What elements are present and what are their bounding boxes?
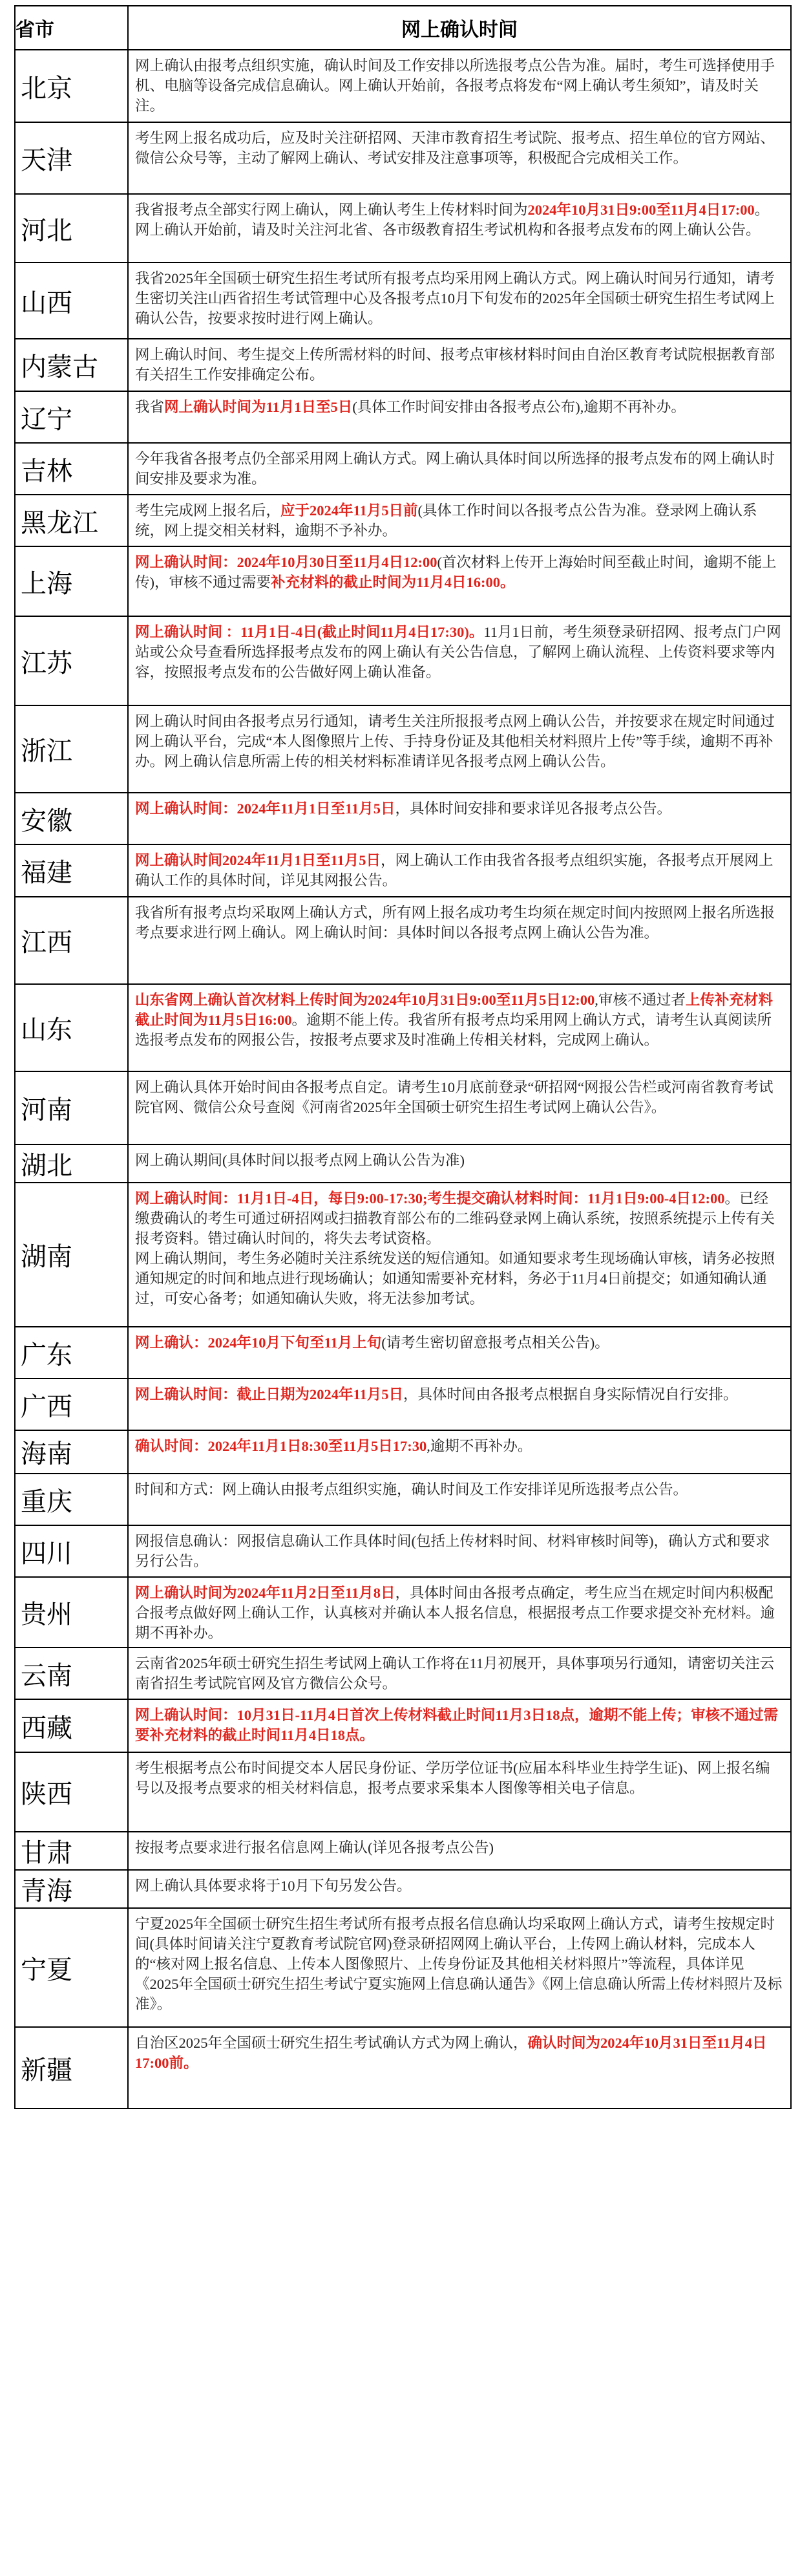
- confirmation-detail-cell: [128, 1183, 791, 1327]
- table-row: [15, 1379, 791, 1430]
- province-cell: 青海: [15, 1870, 128, 1908]
- detail-text: [135, 1479, 783, 1499]
- confirmation-detail-cell: [128, 50, 791, 122]
- confirmation-detail-cell: [128, 443, 791, 495]
- province-cell: 浙江: [15, 705, 128, 793]
- body-text: 网上确认时间由各报考点另行通知，请考生关注所报报考点网上确认公告，并按要求在规定时间通过网上确认平台，完成“本人图像照片上传、手持身份证及其他相关材料照片上传”等手续，逾期不再补办。网上确认信息所需上传的相关材料标准请详见各报考点网上确认公告。: [135, 713, 775, 769]
- province-cell: 安徽: [15, 793, 128, 844]
- highlight-text: 2024年10月30日至11月4日12:00: [237, 554, 437, 570]
- province-cell: 吉林: [15, 443, 128, 495]
- province-cell: 云南: [15, 1648, 128, 1699]
- table-row: [15, 1183, 791, 1327]
- detail-text: [135, 56, 783, 116]
- body-text: ，网上确认工作由我省各报考点组织实施，各报考点开展网上确认工作的具体时间，详见其网报公告。: [135, 852, 774, 888]
- body-text: 网上确认由报考点组织实施，确认时间及工作安排以所选报考点公告为准。届时，考生可选择使用手机、电脑等设备完成信息确认。网上确认开始前，各报考点将发布“网上确认考生须知”，请及时关注。: [135, 58, 775, 114]
- province-cell: 河南: [15, 1071, 128, 1144]
- detail-text: [135, 1531, 783, 1571]
- table-row: [15, 1430, 791, 1474]
- body-text: 。逾期不能上传。我省所有报考点均采用网上确认方式，请考生认真阅读所选报考点发布的网报公告，按报考点要求及时准确上传相关材料，完成网上确认。: [135, 1012, 772, 1048]
- province-cell: 北京: [15, 50, 128, 122]
- highlight-text: 应于2024年11月5日前: [280, 502, 418, 519]
- confirmation-detail-cell: [128, 1071, 791, 1144]
- body-text: 我省: [135, 399, 165, 415]
- province-cell: 江西: [15, 897, 128, 984]
- detail-text: [135, 449, 783, 489]
- confirmation-detail-cell: [128, 1752, 791, 1832]
- body-text: 按报考点要求进行报名信息网上确认(详见各报考点公告): [135, 1840, 494, 1856]
- body-text: ，具体时间由各报考点根据自身实际情况自行安排。: [403, 1386, 738, 1402]
- province-cell: 甘肃: [15, 1832, 128, 1870]
- detail-text: [135, 1150, 783, 1170]
- body-text: 网上确认具体开始时间由各报考点自定。请考生10月底前登录“研招网“网报公告栏或河南省教育考试院官网、微信公众号查阅《河南省2025年全国硕士研究生招生考试网上确认公告》。: [135, 1079, 774, 1115]
- table-row: [15, 1577, 791, 1648]
- table-row: [15, 546, 791, 616]
- highlight-text: 网上确认时间：10月31日-11月4日首次上传材料截止时间11月3日18点，逾期不能上传；审核不通过需要补充材料的截止时间11月4日18点。: [135, 1707, 779, 1743]
- province-cell: 四川: [15, 1525, 128, 1577]
- detail-text: [135, 711, 783, 771]
- confirmation-detail-cell: [128, 263, 791, 339]
- body-text: 我省2025年全国硕士研究生招生考试所有报考点均采用网上确认方式。网上确认时间另行通知，请考生密切关注山西省招生考试管理中心及各报考点10月下旬发布的2025年全国硕士研究生招生考试网上确认公告，按要求按时进行网上确认。: [135, 270, 775, 327]
- confirmation-detail-cell: [128, 1908, 791, 2027]
- body-text: 我省所有报考点均采取网上确认方式，所有网上报名成功考生均须在规定时间内按照网上报名所选报考点要求进行网上确认。网上确认时间：具体时间以各报考点网上确认公告为准。: [135, 905, 775, 941]
- confirmation-detail-cell: [128, 391, 791, 443]
- detail-text: [135, 2033, 783, 2073]
- confirmation-detail-cell: [128, 1525, 791, 1577]
- body-text: 今年我省各报考点仍全部采用网上确认方式。网上确认具体时间以所选择的报考点发布的网上确认时间安排及要求为准。: [135, 451, 775, 487]
- detail-text: [135, 1876, 783, 1896]
- province-cell: 上海: [15, 546, 128, 616]
- detail-text: [135, 1077, 783, 1117]
- table-row: [15, 1648, 791, 1699]
- confirmation-detail-cell: [128, 122, 791, 194]
- body-text: 网上确认具体要求将于10月下旬另发公告。: [135, 1878, 412, 1894]
- table-row: [15, 1832, 791, 1870]
- body-text: ，具体时间安排和要求详见各报考点公告。: [395, 800, 672, 817]
- detail-text: [135, 850, 783, 890]
- confirmation-detail-cell: [128, 1430, 791, 1474]
- confirmation-detail-cell: [128, 1379, 791, 1430]
- header-confirmation-time: 网上确认时间: [128, 6, 791, 50]
- province-cell: 贵州: [15, 1577, 128, 1648]
- province-cell: 山东: [15, 984, 128, 1071]
- detail-text: [135, 1583, 783, 1643]
- highlight-text: 网上确认时间为2024年11月2日至11月8日: [135, 1585, 395, 1601]
- body-text: 网上确认时间、考生提交上传所需材料的时间、报考点审核材料时间由自治区教育考试院根据教育部有关招生工作安排确定公布。: [135, 347, 775, 383]
- province-cell: 天津: [15, 122, 128, 194]
- detail-text: [135, 622, 783, 682]
- detail-text: [135, 500, 783, 541]
- province-cell: 辽宁: [15, 391, 128, 443]
- body-text: 11月1日前，考生须登录研招网、报考点门户网站或公众号查看所选择报考点发布的网上确认有关公告信息，了解网上确认流程、上传资料要求等内容，按照报考点发布的公告做好网上确认准备。: [135, 624, 781, 680]
- detail-text: [135, 552, 783, 592]
- confirmation-detail-cell: [128, 546, 791, 616]
- body-text: 网上确认期间，考生务必随时关注系统发送的短信通知。如通知要求考生现场确认审核，请务必按照通知规定的时间和地点进行现场确认；如通知需要补充材料，务必于11月4日前提交；如通知确认通过，可安心备考；如通知确认失败，将无法参加考试。: [135, 1250, 775, 1307]
- highlight-text: 网上确认时间：: [135, 554, 237, 570]
- highlight-text: 山东省网上确认首次材料上传时间为2024年10月31日9:00至11月5日12:00: [135, 992, 595, 1008]
- detail-text: [135, 1705, 783, 1745]
- province-cell: 江苏: [15, 616, 128, 705]
- confirmation-detail-cell: [128, 1474, 791, 1525]
- province-cell: 内蒙古: [15, 339, 128, 391]
- table-row: [15, 443, 791, 495]
- table-row: [15, 1525, 791, 1577]
- confirmation-detail-cell: [128, 844, 791, 897]
- confirmation-detail-cell: [128, 339, 791, 391]
- body-text: (具体工作时间以各报考点公告为准。登录网上确认系统，网上提交相关材料，逾期不予补办。: [135, 502, 757, 539]
- province-cell: 广西: [15, 1379, 128, 1430]
- table-row: [15, 1752, 791, 1832]
- province-cell: 西藏: [15, 1699, 128, 1752]
- table-row: [15, 1144, 791, 1183]
- header-province: 省市: [15, 6, 128, 50]
- province-cell: 海南: [15, 1430, 128, 1474]
- table-row: [15, 793, 791, 844]
- table-row: [15, 705, 791, 793]
- table-row: [15, 339, 791, 391]
- table-row: [15, 122, 791, 194]
- body-text: 。网上确认开始前，请及时关注河北省、各市级教育招生考试机构和各报考点发布的网上确认公告。: [135, 202, 770, 238]
- province-cell: 宁夏: [15, 1908, 128, 2027]
- highlight-text: 上传补充材料截止时间为11月5日16:00: [135, 992, 773, 1028]
- body-text: ,审核不通过者: [595, 992, 686, 1008]
- province-cell: 陕西: [15, 1752, 128, 1832]
- body-text: 自治区2025年全国硕士研究生招生考试确认方式为网上确认，: [135, 2035, 528, 2051]
- province-cell: 福建: [15, 844, 128, 897]
- confirmation-detail-cell: [128, 1648, 791, 1699]
- body-text: ，具体时间由各报考点确定，考生应当在规定时间内积极配合报考点做好网上确认工作，认真核对并确认本人报名信息，根据报考点工作要求提交补充材料。逾期不再补办。: [135, 1585, 775, 1641]
- body-text: 我省报考点全部实行网上确认，网上确认考生上传材料时间为: [135, 202, 528, 218]
- table-row: [15, 1327, 791, 1379]
- table-row: [15, 495, 791, 546]
- province-cell: 湖北: [15, 1144, 128, 1183]
- province-cell: 山西: [15, 263, 128, 339]
- detail-text: [135, 200, 783, 240]
- confirmation-detail-cell: [128, 897, 791, 984]
- body-text: 云南省2025年硕士研究生招生考试网上确认工作将在11月初展开，具体事项另行通知，请密切关注云南省招生考试院官网及官方微信公众号。: [135, 1655, 775, 1691]
- detail-text: [135, 1384, 783, 1404]
- body-text: ,逾期不再补办。: [426, 1438, 532, 1454]
- highlight-text: 确认时间：2024年11月1日8:30至11月5日17:30: [135, 1438, 427, 1454]
- confirmation-detail-cell: [128, 2027, 791, 2109]
- highlight-text: 网上确认时间 ：11月1日-4日(截止时间11月4日17:30)。: [135, 624, 484, 640]
- detail-text: [135, 1436, 783, 1456]
- body-text: 网上确认期间(具体时间以报考点网上确认公告为准): [135, 1152, 465, 1168]
- detail-text: [135, 345, 783, 385]
- table-row: [15, 1870, 791, 1908]
- confirmation-detail-cell: [128, 984, 791, 1071]
- table-row: [15, 616, 791, 705]
- highlight-text: 网上确认时间为11月1日至5日: [164, 399, 353, 415]
- province-cell: 广东: [15, 1327, 128, 1379]
- body-text: 网报信息确认：网报信息确认工作具体时间(包括上传材料时间、材料审核时间等)，确认方式和要求另行公告。: [135, 1533, 770, 1569]
- body-text: 考生根据考点公布时间提交本人居民身份证、学历学位证书(应届本科毕业生持学生证)、网上报名编号以及报考点要求的相关材料信息，报考点要求采集本人图像等相关电子信息。: [135, 1760, 770, 1796]
- province-cell: 新疆: [15, 2027, 128, 2109]
- table-row: [15, 1699, 791, 1752]
- province-cell: 湖南: [15, 1183, 128, 1327]
- detail-text: [135, 128, 783, 168]
- exam-confirmation-table: [14, 5, 792, 2109]
- table-row: [15, 984, 791, 1071]
- province-cell: 河北: [15, 194, 128, 263]
- detail-text: [135, 1653, 783, 1693]
- table-row: [15, 1071, 791, 1144]
- table-row: [15, 391, 791, 443]
- body-text: (请考生密切留意报考点相关公告)。: [381, 1335, 609, 1351]
- detail-text: [135, 1914, 783, 2014]
- body-text: 宁夏2025年全国硕士研究生招生考试所有报考点报名信息确认均采取网上确认方式，请考生按规定时间(具体时间请关注宁夏教育考试院官网)登录研招网网上确认平台，上传网上确认材料，完成本人的“核对网上报名信息、上传本人图像照片、上传身份证及其他相关材料照片”等流程，具体详见《2025年全国硕士研究生招生考试宁夏实施网上信息确认通告》《网上信息确认所需上传材料照片及标准》。: [135, 1916, 783, 2012]
- detail-text: [135, 268, 783, 328]
- table-row: [15, 50, 791, 122]
- highlight-text: 网上确认时间2024年11月1日至11月5日: [135, 852, 381, 868]
- confirmation-detail-cell: [128, 194, 791, 263]
- table-header-row: [15, 6, 791, 50]
- table-row: [15, 1474, 791, 1525]
- highlight-text: 网上确认：2024年10月下旬至11月上旬: [135, 1335, 382, 1351]
- highlight-text: 网上确认时间：11月1日-4日，每日9:00-17:30;考生提交确认材料时间：11月1日9:00-4日12:00: [135, 1190, 725, 1207]
- body-text: (首次材料上传开上海始时间至截止时间，逾期不能上传)，审核不通过需要: [135, 554, 777, 590]
- highlight-text: 网上确认时间：截止日期为2024年11月5日: [135, 1386, 404, 1402]
- body-text: 考生完成网上报名后，: [135, 502, 281, 519]
- table-row: [15, 844, 791, 897]
- body-text: 考生网上报名成功后，应及时关注研招网、天津市教育招生考试院、报考点、招生单位的官方网站、微信公众号等，主动了解网上确认、考试安排及注意事项等，积极配合完成相关工作。: [135, 130, 775, 166]
- highlight-text: 网上确认时间：2024年11月1日至11月5日: [135, 800, 395, 817]
- body-text: 时间和方式：网上确认由报考点组织实施，确认时间及工作安排详见所选报考点公告。: [135, 1481, 688, 1497]
- confirmation-detail-cell: [128, 1870, 791, 1908]
- detail-text: [135, 397, 783, 417]
- highlight-text: 补充材料的截止时间为11月4日16:00。: [271, 574, 515, 590]
- province-cell: 重庆: [15, 1474, 128, 1525]
- table-row: [15, 263, 791, 339]
- table-row: [15, 897, 791, 984]
- confirmation-detail-cell: [128, 1699, 791, 1752]
- detail-text: [135, 1758, 783, 1798]
- table-row: [15, 1908, 791, 2027]
- confirmation-detail-cell: [128, 616, 791, 705]
- body-text: 。已经缴费确认的考生可通过研招网或扫描教育部公布的二维码登录网上确认系统，按照系统提示上传有关报考资料。错过确认时间的，将失去考试资格。: [135, 1190, 775, 1247]
- detail-text: [135, 903, 783, 943]
- province-cell: 黑龙江: [15, 495, 128, 546]
- confirmation-detail-cell: [128, 1327, 791, 1379]
- table-row: [15, 194, 791, 263]
- highlight-text: 2024年10月31日9:00至11月4日17:00: [527, 202, 755, 218]
- confirmation-detail-cell: [128, 1832, 791, 1870]
- confirmation-detail-cell: [128, 705, 791, 793]
- confirmation-detail-cell: [128, 1144, 791, 1183]
- highlight-text: 确认时间为2024年10月31日至11月4日17:00前。: [135, 2035, 767, 2071]
- table-row: [15, 2027, 791, 2109]
- body-text: (具体工作时间安排由各报考点公布),逾期不再补办。: [352, 399, 686, 415]
- detail-text: [135, 1333, 783, 1353]
- confirmation-detail-cell: [128, 1577, 791, 1648]
- detail-text: [135, 1838, 783, 1858]
- confirmation-detail-cell: [128, 793, 791, 844]
- confirmation-detail-cell: [128, 495, 791, 546]
- detail-text: [135, 799, 783, 819]
- detail-text: [135, 990, 783, 1050]
- detail-text: [135, 1188, 783, 1309]
